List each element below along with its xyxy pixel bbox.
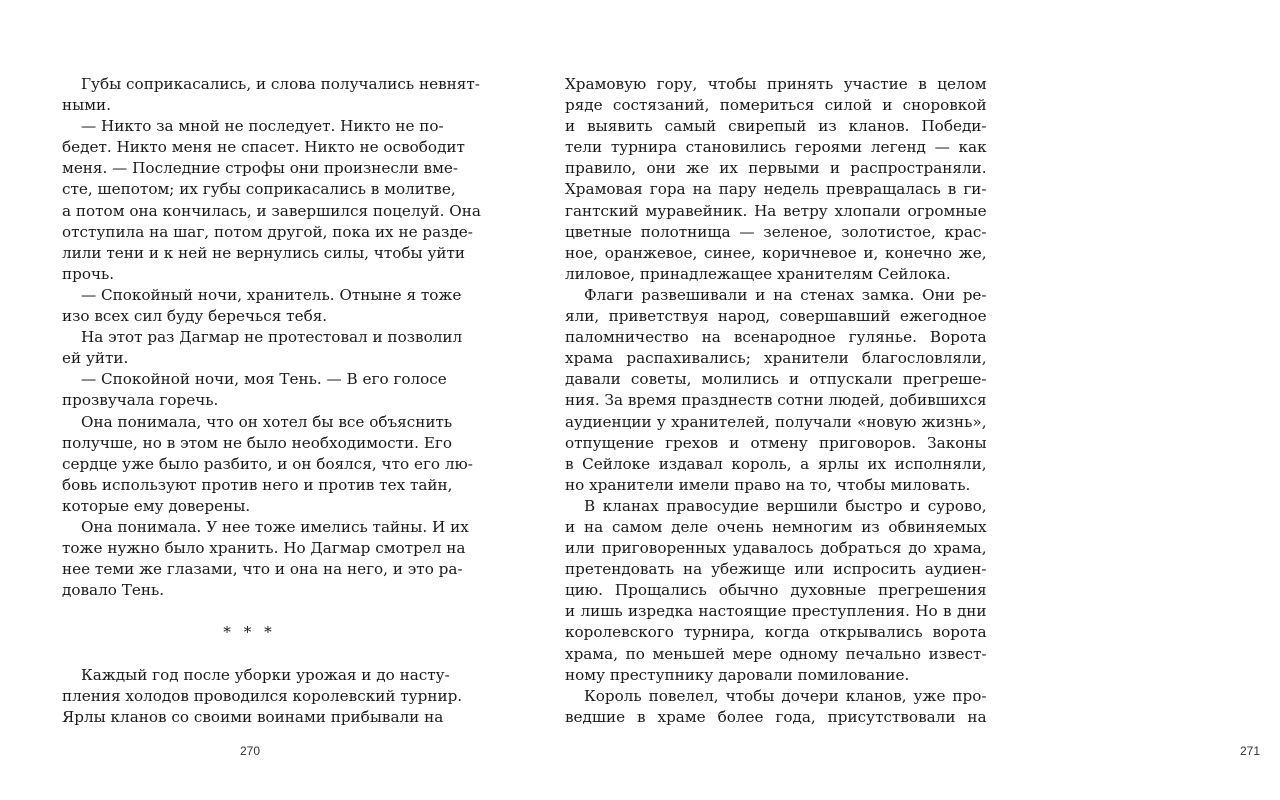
text-line: Храмовая гора на пару недель превращалась в ги-	[565, 180, 987, 199]
text-line: тоже нужно было хранить. Но Дагмар смотрел на	[62, 539, 466, 558]
text-line: Она понимала, что он хотел бы все объяснить	[81, 412, 453, 431]
text-line: отпущение грехов и отмену приговоров. Законы	[565, 433, 987, 452]
text-line: давали советы, молились и отпускали прегреше-	[565, 370, 987, 389]
text-line: которые ему доверены.	[62, 496, 251, 515]
text-line: ряде состязаний, помериться силой и сноровкой	[565, 96, 987, 115]
text-line: и лишь изредка настоящие преступления. Но в дни	[565, 602, 987, 621]
left-page	[0, 0, 500, 800]
text-line: Король повелел, чтобы дочери кланов, уже про-	[584, 686, 987, 705]
right-page-text	[565, 74, 987, 728]
text-line: лиловое, принадлежащее хранителям Сейлока.	[565, 264, 951, 283]
text-line: — Спокойной ночи, моя Тень. — В его голосе	[81, 370, 447, 389]
text-line: сердце уже было разбито, и он боялся, что его лю-	[62, 454, 473, 473]
text-line: правило, они же их первыми и распространяли.	[565, 159, 987, 178]
text-line: паломничество на всенародное гулянье. Ворота	[565, 328, 987, 347]
text-line: храма, по меньшей мере одному печально извест-	[565, 644, 987, 663]
text-line: лили тени и к ней не вернулись силы, чтобы уйти	[62, 243, 466, 262]
text-line: претендовать на убежище или испросить аудиен-	[565, 560, 987, 579]
text-line: цветные полотнища — зеленое, золотистое, крас-	[565, 222, 987, 241]
text-line: В кланах правосудие вершили быстро и сурово,	[584, 496, 987, 515]
text-line: получше, но в этом не было необходимости. Его	[62, 433, 453, 452]
text-line: изо всех сил буду беречься тебя.	[62, 307, 328, 326]
text-line: меня. — Последние строфы они произнесли вме-	[62, 159, 459, 178]
text-line: ведшие в храме более года, присутствовали на	[565, 707, 987, 726]
text-line: сте, шепотом; их губы соприкасались в молитве,	[62, 180, 456, 199]
text-line: отступила на шаг, потом другой, пока их не разде-	[62, 222, 473, 241]
text-line: Губы соприкасались, и слова получались невнят-	[81, 75, 480, 93]
text-line: яли, приветствуя народ, совершавший ежегодное	[565, 307, 987, 326]
text-line: тели турнира становились героями легенд — как	[565, 138, 987, 157]
text-line: ния. За время празднеств сотни людей, добившихся	[565, 391, 987, 410]
text-line: прочь.	[62, 264, 115, 283]
text-line: а потом она кончилась, и завершился поцелуй. Она	[62, 201, 481, 220]
spacer	[62, 644, 437, 665]
text-line: бедет. Никто меня не спасет. Никто не освободит	[62, 138, 465, 157]
text-line: Ярлы кланов со своими воинами прибывали на	[62, 707, 444, 726]
text-line: ному преступнику даровали помилование.	[565, 665, 910, 684]
text-line: пления холодов проводился королевский турнир.	[62, 686, 463, 705]
text-line: прозвучала горечь.	[62, 391, 219, 410]
text-line: аудиенции у хранителей, получали «новую жизнь»,	[565, 412, 987, 431]
text-line: храма распахивались; хранители благословляли,	[565, 349, 987, 368]
left-page-text	[62, 74, 481, 728]
text-line: довало Тень.	[62, 581, 165, 600]
text-line: Она понимала. У нее тоже имелись тайны. И их	[81, 517, 469, 536]
text-line: и на самом деле очень немногим из обвиняемых	[565, 517, 987, 536]
text-line: в Сейлоке издавал король, а ярлы их исполняли,	[565, 454, 987, 473]
text-line: или приговоренных удавалось добраться до храма,	[565, 539, 987, 558]
text-line: но хранители имели право на то, чтобы миловать.	[565, 475, 971, 494]
text-line: Флаги развешивали и на стенах замка. Они ре-	[584, 285, 987, 304]
text-line: ное, оранжевое, синее, коричневое и, конечно же,	[565, 243, 987, 262]
text-line: ей уйти.	[62, 349, 129, 368]
text-line: нее теми же глазами, что и она на него, и это ра-	[62, 560, 463, 579]
text-line: гантский муравейник. На ветру хлопали огромные	[565, 201, 987, 220]
text-line: цию. Прощались обычно духовные прегрешения	[565, 581, 987, 600]
text-line: — Спокойный ночи, хранитель. Отныне я тоже	[81, 285, 462, 304]
text-line: королевского турнира, когда открывались ворота	[565, 623, 987, 642]
page-number-right: 271	[1239, 744, 1261, 758]
text-line: Каждый год после уборки урожая и до насту-	[81, 665, 450, 684]
text-line: На этот раз Дагмар не протестовал и позволил	[81, 328, 463, 347]
text-line: и выявить самый свирепый из кланов. Победи-	[565, 117, 987, 136]
spacer	[62, 601, 437, 622]
text-line: бовь используют против него и против тех тайн,	[62, 475, 453, 494]
text-line: Храмовую гору, чтобы принять участие в целом	[565, 75, 987, 93]
text-line: — Никто за мной не последует. Никто не по-	[81, 117, 444, 136]
page-number-left: 270	[239, 744, 261, 758]
text-line: ными.	[62, 96, 111, 115]
section-separator: * * *	[223, 623, 276, 642]
